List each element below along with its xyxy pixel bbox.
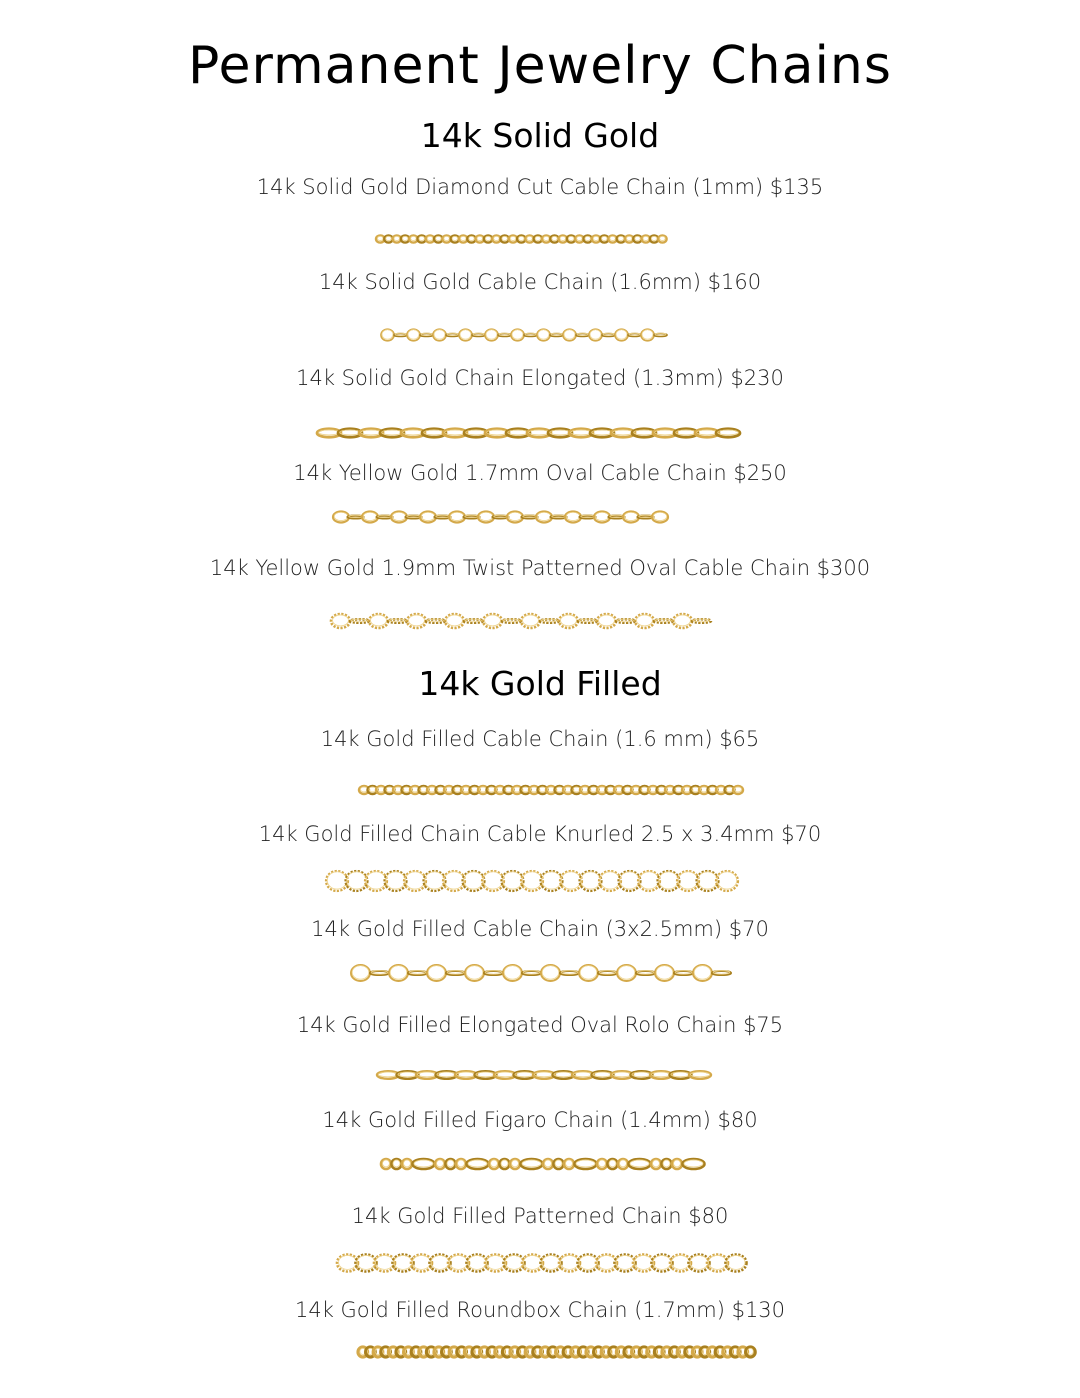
chain-label: 14k Yellow Gold 1.9mm Twist Patterned Oval Cable Chain $300 xyxy=(209,556,871,580)
chain-link xyxy=(639,872,658,889)
chain-link xyxy=(690,1072,709,1077)
chain-link xyxy=(465,965,484,981)
chain-link xyxy=(642,330,653,340)
chain-link xyxy=(524,1255,542,1269)
chain-link xyxy=(651,236,657,240)
chain-link xyxy=(576,1160,595,1167)
chain-link xyxy=(595,512,608,520)
chain-link xyxy=(444,236,450,240)
chain-link xyxy=(618,236,624,240)
chain-link xyxy=(550,430,571,435)
chain-link xyxy=(479,512,492,520)
chain-link xyxy=(361,430,382,435)
chain-label: 14k Gold Filled Chain Cable Knurled 2.5 x 3.4mm $70 xyxy=(258,822,822,846)
chain-link xyxy=(434,330,445,340)
chain-link xyxy=(598,1255,616,1269)
chain-link xyxy=(543,236,549,240)
chain-link xyxy=(383,1160,390,1167)
chain-link xyxy=(555,1160,562,1167)
chain-link xyxy=(655,965,674,981)
chain-link xyxy=(405,872,424,889)
chain-label: 14k Gold Filled Figaro Chain (1.4mm) $80 xyxy=(322,1108,758,1132)
chain-link xyxy=(590,330,601,340)
chain-link xyxy=(460,236,466,240)
chain-link xyxy=(653,512,666,520)
chain-link xyxy=(634,430,655,435)
chain-link xyxy=(523,615,539,626)
chain-link xyxy=(414,1160,433,1167)
chain-link xyxy=(643,236,649,240)
chain-label: 14k Gold Filled Roundbox Chain (1.7mm) $130 xyxy=(294,1298,786,1322)
chain-link xyxy=(363,512,376,520)
chain-link xyxy=(545,1160,552,1167)
chain-link xyxy=(467,1159,489,1169)
chain-link xyxy=(390,966,407,980)
chain-link xyxy=(697,430,718,435)
chain-link xyxy=(402,236,408,240)
chain-link xyxy=(504,966,521,980)
chain-link xyxy=(727,1255,745,1269)
chain-link xyxy=(389,965,408,981)
chain-link xyxy=(653,1160,660,1167)
chain-link xyxy=(503,965,522,981)
chain-link xyxy=(571,430,592,435)
chain-link xyxy=(394,236,400,240)
chain-link xyxy=(542,1255,560,1269)
chain-link xyxy=(483,872,502,889)
chain-link xyxy=(656,966,673,980)
chain-link xyxy=(561,615,577,626)
chain-link xyxy=(579,965,598,981)
chain-link xyxy=(409,615,425,626)
chain-link xyxy=(698,872,717,889)
chain-link xyxy=(458,1160,465,1167)
chain-link xyxy=(616,330,627,340)
chain-link xyxy=(437,1072,456,1077)
chain-link xyxy=(487,430,508,435)
chain-label: 14k Gold Filled Elongated Oval Rolo Chain $75 xyxy=(296,1013,784,1037)
chain-link xyxy=(431,1255,449,1269)
chain-link xyxy=(693,965,712,981)
chain-image xyxy=(380,1153,708,1175)
chain-link xyxy=(425,872,444,889)
chain-link xyxy=(564,330,575,340)
chain-link xyxy=(378,1072,397,1077)
chain-label: 14k Solid Gold Chain Elongated (1.3mm) $230 xyxy=(296,366,784,390)
chain-link xyxy=(469,236,475,240)
chain-link xyxy=(485,615,501,626)
chain-image xyxy=(350,961,740,985)
chain-image xyxy=(316,423,744,443)
chain-link xyxy=(613,430,634,435)
chain-link xyxy=(413,1159,435,1169)
chain-link xyxy=(522,872,541,889)
chain-link xyxy=(419,236,425,240)
chain-link xyxy=(579,1255,597,1269)
chain-link xyxy=(538,330,549,340)
chain-link xyxy=(534,1072,553,1077)
chain-link xyxy=(377,236,383,240)
chain-link xyxy=(382,430,403,435)
chain-link xyxy=(450,512,463,520)
chain-link xyxy=(411,236,417,240)
chain-link xyxy=(690,1255,708,1269)
chain-image xyxy=(380,323,675,347)
chain-link xyxy=(580,966,597,980)
chain-link xyxy=(352,966,369,980)
chain-link xyxy=(452,236,458,240)
chain-link xyxy=(561,872,580,889)
chain-link xyxy=(421,512,434,520)
chain-link xyxy=(663,1160,670,1167)
chain-link xyxy=(616,1255,634,1269)
chain-link xyxy=(560,236,566,240)
chain-link xyxy=(653,1255,671,1269)
chain-link xyxy=(568,236,574,240)
chain-link xyxy=(424,430,445,435)
chain-link xyxy=(637,615,653,626)
chain-link xyxy=(709,1255,727,1269)
chain-link xyxy=(522,1160,541,1167)
chain-link xyxy=(527,236,533,240)
chain-image xyxy=(336,1248,764,1278)
chain-link xyxy=(340,430,361,435)
chain-link xyxy=(404,1160,411,1167)
chain-image xyxy=(332,506,676,528)
chain-link xyxy=(376,1255,394,1269)
chain-image xyxy=(375,230,670,248)
chain-link xyxy=(674,1160,681,1167)
chain-link xyxy=(561,1255,579,1269)
chain-link xyxy=(437,1160,444,1167)
chain-link xyxy=(624,512,637,520)
chain-link xyxy=(447,1160,454,1167)
chain-image xyxy=(376,1066,718,1084)
chain-link xyxy=(626,236,632,240)
chain-link xyxy=(630,1160,649,1167)
chain-link xyxy=(508,430,529,435)
chain-link xyxy=(602,236,608,240)
chain-link xyxy=(676,430,697,435)
chain-link xyxy=(347,872,366,889)
section-heading-solid-gold: 14k Solid Gold xyxy=(420,116,660,155)
chain-link xyxy=(413,1255,431,1269)
chain-link xyxy=(417,1072,436,1077)
chain-link xyxy=(510,236,516,240)
chain-link xyxy=(505,1255,523,1269)
chain-link xyxy=(386,872,405,889)
chain-label: 14k Solid Gold Diamond Cut Cable Chain (1mm) $135 xyxy=(256,175,824,199)
chain-link xyxy=(684,1160,703,1167)
chain-link xyxy=(635,1255,653,1269)
chain-link xyxy=(566,512,579,520)
chain-link xyxy=(672,1255,690,1269)
chain-link xyxy=(392,512,405,520)
chain-link xyxy=(333,615,349,626)
chain-link xyxy=(573,1072,592,1077)
chain-link xyxy=(617,965,636,981)
chain-label: 14k Yellow Gold 1.7mm Oval Cable Chain $250 xyxy=(293,461,787,485)
chain-link xyxy=(444,872,463,889)
chain-link xyxy=(386,236,392,240)
chain-image xyxy=(357,1342,760,1362)
chain-link xyxy=(600,872,619,889)
chain-link xyxy=(460,330,471,340)
chain-label: 14k Gold Filled Cable Chain (1.6 mm) $65 xyxy=(320,727,760,751)
section-heading-gold-filled: 14k Gold Filled xyxy=(418,664,662,703)
chain-link xyxy=(339,1255,357,1269)
chain-link xyxy=(393,1160,400,1167)
chain-image xyxy=(325,867,739,895)
chain-link xyxy=(718,430,739,435)
chain-link xyxy=(651,1072,670,1077)
chain-link xyxy=(403,430,424,435)
chain-link xyxy=(427,965,446,981)
chain-link xyxy=(503,872,522,889)
chain-link xyxy=(620,872,639,889)
chain-link xyxy=(394,1255,412,1269)
chain-link xyxy=(491,1160,498,1167)
chain-link xyxy=(537,512,550,520)
chain-image xyxy=(330,607,720,635)
chain-link xyxy=(382,330,393,340)
chain-link xyxy=(620,1160,627,1167)
chain-link xyxy=(464,872,483,889)
chain-link xyxy=(575,1159,597,1169)
chain-link xyxy=(632,1072,651,1077)
chain-link xyxy=(683,1159,705,1169)
chain-link xyxy=(599,1160,606,1167)
chain-link xyxy=(436,236,442,240)
chain-label: 14k Gold Filled Cable Chain (3x2.5mm) $70 xyxy=(311,917,769,941)
chain-link xyxy=(660,236,666,240)
chain-link xyxy=(566,1160,573,1167)
chain-link xyxy=(512,1160,519,1167)
chain-link xyxy=(502,236,508,240)
chain-link xyxy=(629,1159,651,1169)
chain-link xyxy=(659,872,678,889)
chain-link xyxy=(635,236,641,240)
chain-link xyxy=(599,615,615,626)
chain-link xyxy=(717,872,736,889)
chain-link xyxy=(398,1072,417,1077)
chain-link xyxy=(485,236,491,240)
chain-link xyxy=(450,1255,468,1269)
chain-link xyxy=(512,330,523,340)
chain-link xyxy=(678,872,697,889)
chain-link xyxy=(612,1072,631,1077)
chain-link xyxy=(466,430,487,435)
chain-link xyxy=(494,236,500,240)
chain-label: 14k Solid Gold Cable Chain (1.6mm) $160 xyxy=(318,270,762,294)
chain-link xyxy=(468,1160,487,1167)
chain-link xyxy=(610,236,616,240)
chain-link xyxy=(371,615,387,626)
chain-link xyxy=(585,236,591,240)
chain-link xyxy=(408,330,419,340)
chain-link xyxy=(319,430,340,435)
chain-link xyxy=(581,872,600,889)
chain-link xyxy=(487,1255,505,1269)
chain-link xyxy=(357,1255,375,1269)
chain-link xyxy=(671,1072,690,1077)
chain-link xyxy=(554,1072,573,1077)
chain-link xyxy=(468,1255,486,1269)
chain-link xyxy=(541,965,560,981)
chain-link xyxy=(445,430,466,435)
chain-link xyxy=(694,966,711,980)
chain-link xyxy=(521,1159,543,1169)
chain-link xyxy=(519,236,525,240)
chain-link xyxy=(427,236,433,240)
chain-link xyxy=(577,236,583,240)
chain-link xyxy=(529,430,550,435)
chain-link xyxy=(593,236,599,240)
chain-link xyxy=(552,236,558,240)
chain-link xyxy=(486,330,497,340)
chain-link xyxy=(477,236,483,240)
chain-label: 14k Gold Filled Patterned Chain $80 xyxy=(351,1204,729,1228)
chain-link xyxy=(515,1072,534,1077)
chain-link xyxy=(476,1072,495,1077)
chain-link xyxy=(609,1160,616,1167)
chain-link xyxy=(466,966,483,980)
chain-link xyxy=(675,615,691,626)
chain-link xyxy=(655,430,676,435)
chain-link xyxy=(618,966,635,980)
chain-link xyxy=(535,236,541,240)
chain-link xyxy=(366,872,385,889)
chain-link xyxy=(428,966,445,980)
chain-link xyxy=(542,966,559,980)
chain-link xyxy=(334,512,347,520)
chain-link xyxy=(456,1072,475,1077)
chain-link xyxy=(447,615,463,626)
chain-link xyxy=(351,965,370,981)
chain-link xyxy=(592,430,613,435)
chain-link xyxy=(593,1072,612,1077)
chain-link xyxy=(327,872,346,889)
page-title: Permanent Jewelry Chains xyxy=(188,36,892,96)
chain-link xyxy=(542,872,561,889)
chain-image xyxy=(358,781,751,799)
chain-link xyxy=(495,1072,514,1077)
chain-link xyxy=(508,512,521,520)
chain-link xyxy=(501,1160,508,1167)
